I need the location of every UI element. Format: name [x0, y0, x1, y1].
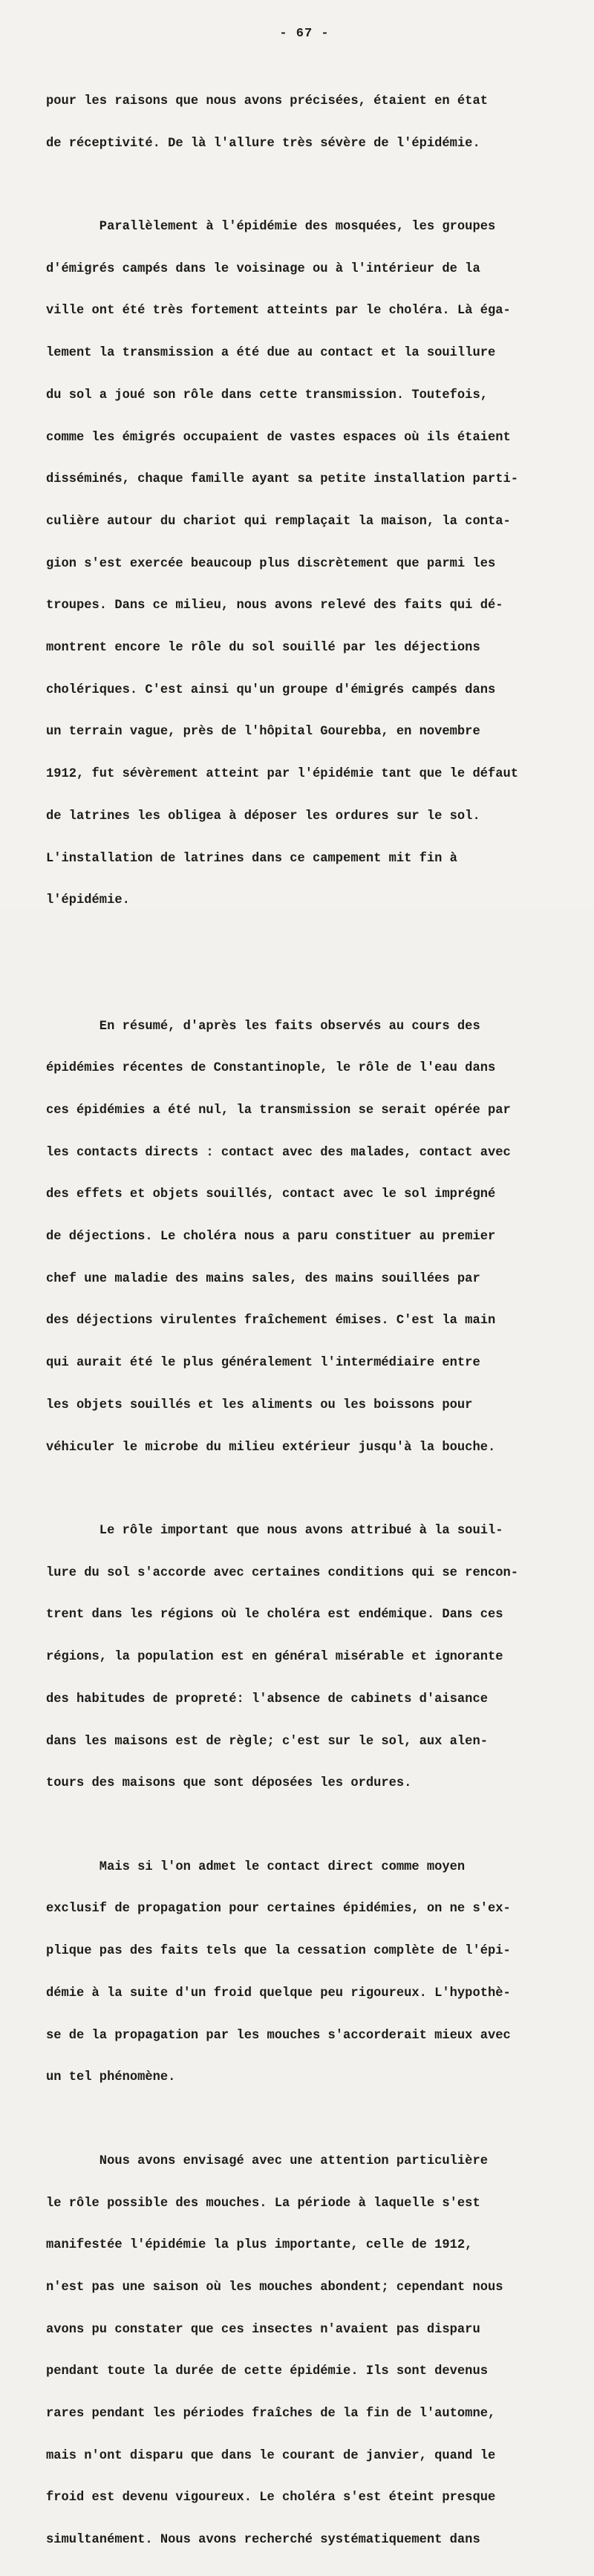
- page-number: - 67 -: [279, 27, 330, 41]
- paragraph: [46, 950, 575, 1483]
- text-line: de latrines les obligea à déposer les ordures sur le sol.: [46, 809, 480, 824]
- text-line: [46, 978, 575, 992]
- text-line: de déjections. Le choléra nous a paru constituer au premier: [46, 1230, 496, 1245]
- text-line: dans les maisons est de règle; c'est sur le sol, aux alen-: [46, 1734, 488, 1749]
- paragraph: [46, 2127, 575, 2576]
- text-line: véhiculer le microbe du milieu extérieur jusqu'à la bouche.: [46, 1440, 496, 1455]
- text-line: culière autour du chariot qui remplaçait la maison, la conta-: [46, 514, 511, 529]
- text-line: lement la transmission a été due au contact et la souillure: [46, 346, 496, 361]
- text-line: se de la propagation par les mouches s'accorderait mieux avec: [46, 2028, 511, 2043]
- text-line: 1912, fut sévèrement atteint par l'épidémie tant que le défaut: [46, 767, 518, 782]
- text-line: de réceptivité. De là l'allure très sévère de l'épidémie.: [46, 136, 480, 151]
- text-line: exclusif de propagation pour certaines épidémies, on ne s'ex-: [46, 1902, 511, 1917]
- text-line: troupes. Dans ce milieu, nous avons relevé des faits qui dé-: [46, 599, 503, 613]
- text-line: n'est pas une saison où les mouches abondent; cependant nous: [46, 2280, 503, 2295]
- text-line: rares pendant les périodes fraîches de la fin de l'automne,: [46, 2407, 496, 2422]
- paragraph: [46, 192, 575, 936]
- text-line: manifestée l'épidémie la plus importante, celle de 1912,: [46, 2238, 473, 2253]
- text-line: un tel phénomène.: [46, 2070, 176, 2085]
- text-line: d'émigrés campés dans le voisinage ou à l'intérieur de la: [46, 261, 480, 276]
- text-line: qui aurait été le plus généralement l'intermédiaire entre: [46, 1356, 480, 1371]
- text-line: Parallèlement à l'épidémie des mosquées, les groupes: [46, 220, 496, 235]
- text-line: du sol a joué son rôle dans cette transmission. Toutefois,: [46, 388, 488, 402]
- text-line: mais n'ont disparu que dans le courant de janvier, quand le: [46, 2448, 496, 2463]
- body-text: [46, 67, 575, 2576]
- text-line: montrent encore le rôle du sol souillé par les déjections: [46, 641, 480, 656]
- text-line: régions, la population est en général misérable et ignorante: [46, 1650, 503, 1665]
- text-line: l'épidémie.: [46, 893, 130, 908]
- text-line: pendant toute la durée de cette épidémie. Ils sont devenus: [46, 2364, 488, 2379]
- paragraph: [46, 1496, 575, 1819]
- text-line: ville ont été très fortement atteints par le choléra. Là éga-: [46, 304, 511, 319]
- text-line: cholériques. C'est ainsi qu'un groupe d'émigrés campés dans: [46, 682, 496, 697]
- text-line: des déjections virulentes fraîchement émises. C'est la main: [46, 1314, 496, 1328]
- paragraph: [46, 67, 575, 179]
- text-line: L'installation de latrines dans ce campement mit fin à: [46, 851, 457, 866]
- text-line: lure du sol s'accorde avec certaines conditions qui se rencon-: [46, 1565, 518, 1580]
- paragraph: [46, 1833, 575, 2113]
- text-line: des habitudes de propreté: l'absence de cabinets d'aisance: [46, 1692, 488, 1706]
- text-line: En résumé, d'après les faits observés au cours des: [46, 1019, 480, 1034]
- text-line: chef une maladie des mains sales, des mains souillées par: [46, 1271, 480, 1286]
- text-line: démie à la suite d'un froid quelque peu rigoureux. L'hypothè-: [46, 1986, 511, 2001]
- text-line: le rôle possible des mouches. La période à laquelle s'est: [46, 2196, 480, 2211]
- text-line: plique pas des faits tels que la cessation complète de l'épi-: [46, 1944, 511, 1959]
- text-line: Nous avons envisagé avec une attention particulière: [46, 2153, 488, 2168]
- text-line: disséminés, chaque famille ayant sa petite installation parti-: [46, 472, 518, 487]
- text-line: pour les raisons que nous avons précisées, étaient en état: [46, 94, 488, 108]
- text-line: des effets et objets souillés, contact avec le sol imprégné: [46, 1187, 496, 1202]
- text-line: ces épidémies a été nul, la transmission se serait opérée par: [46, 1103, 511, 1118]
- text-line: les objets souillés et les aliments ou les boissons pour: [46, 1398, 473, 1412]
- text-line: avons pu constater que ces insectes n'avaient pas disparu: [46, 2322, 480, 2337]
- text-line: tours des maisons que sont déposées les ordures.: [46, 1776, 412, 1791]
- text-line: gion s'est exercée beaucoup plus discrètement que parmi les: [46, 556, 496, 571]
- text-line: épidémies récentes de Constantinople, le rôle de l'eau dans: [46, 1061, 496, 1076]
- text-line: trent dans les régions où le choléra est endémique. Dans ces: [46, 1608, 503, 1623]
- text-line: simultanément. Nous avons recherché systématiquement dans: [46, 2533, 480, 2548]
- text-line: froid est devenu vigoureux. Le choléra s'est éteint presque: [46, 2491, 496, 2505]
- text-line: Le rôle important que nous avons attribué à la souil-: [46, 1524, 503, 1539]
- text-line: Mais si l'on admet le contact direct comme moyen: [46, 1859, 466, 1874]
- text-line: comme les émigrés occupaient de vastes espaces où ils étaient: [46, 430, 511, 445]
- text-line: les contacts directs : contact avec des malades, contact avec: [46, 1145, 511, 1160]
- text-line: un terrain vague, près de l'hôpital Gourebba, en novembre: [46, 725, 480, 740]
